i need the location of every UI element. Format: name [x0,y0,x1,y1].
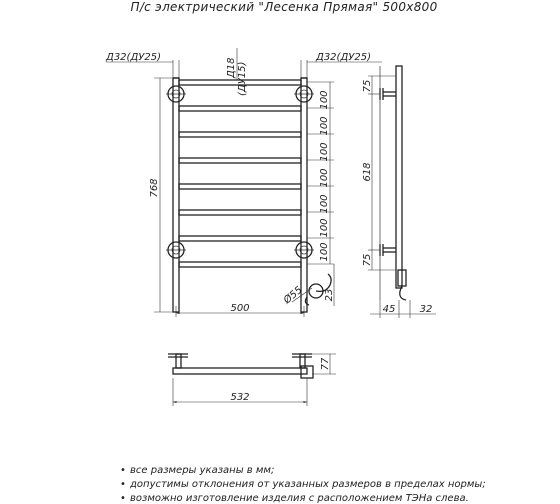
note-line: допустимы отклонения от указанных размеров в пределах нормы; [130,479,486,490]
bottom-offset-label: 75 [362,253,373,267]
rung [179,106,301,111]
top-offset-label: 75 [362,79,373,93]
mount-bracket-top-left [166,86,186,102]
note-bullet: • [120,465,126,476]
pipe-du-label: (ДУ15) [237,61,248,96]
note-line: все размеры указаны в мм; [130,465,275,476]
side-view [362,66,436,318]
width-axis-label: 500 [230,303,250,314]
rung [179,236,301,241]
mount-bracket-top-right [294,86,314,102]
drawing-title: П/с электрический "Лесенка Прямая" 500x800 [130,0,438,14]
rung [179,184,301,189]
rungs [179,80,301,267]
step-label: 100 [319,218,330,238]
step-label: 100 [319,116,330,136]
side-a-label: 45 [382,304,396,315]
side-riser [396,66,402,288]
bottom-gap-label: 23 [324,288,335,302]
pipe-d-label: Д18 [226,57,237,78]
side-b-label: 32 [419,304,433,315]
width-total-label: 532 [230,392,250,403]
note-bullet: • [120,479,126,490]
front-view [105,48,382,317]
height-total-label: 768 [149,178,160,198]
top-rail [173,368,307,374]
depth-label: 77 [320,357,331,371]
inlet-right-label: Д32(ДУ25) [316,52,371,63]
rung [179,158,301,163]
step-label: 100 [319,194,330,214]
rung [179,132,301,137]
notes [120,465,486,504]
step-label: 100 [319,90,330,110]
mount-bracket-bottom-right [294,242,314,258]
step-dimension-chain [307,82,334,264]
height-mount-label: 618 [362,162,373,182]
note-bullet: • [120,493,126,504]
flange-diameter-label: Ø55 [281,284,305,307]
top-view [168,354,336,406]
step-label: 100 [319,142,330,162]
step-label: 100 [319,168,330,188]
note-line: возможно изготовление изделия с расположением ТЭНа слева. [130,493,469,504]
step-label: 100 [319,242,330,262]
rung [179,210,301,215]
rung [179,262,301,267]
mount-bracket-bottom-left [166,242,186,258]
left-riser [173,78,179,312]
inlet-left-label: Д32(ДУ25) [106,52,161,63]
right-riser [301,78,307,312]
